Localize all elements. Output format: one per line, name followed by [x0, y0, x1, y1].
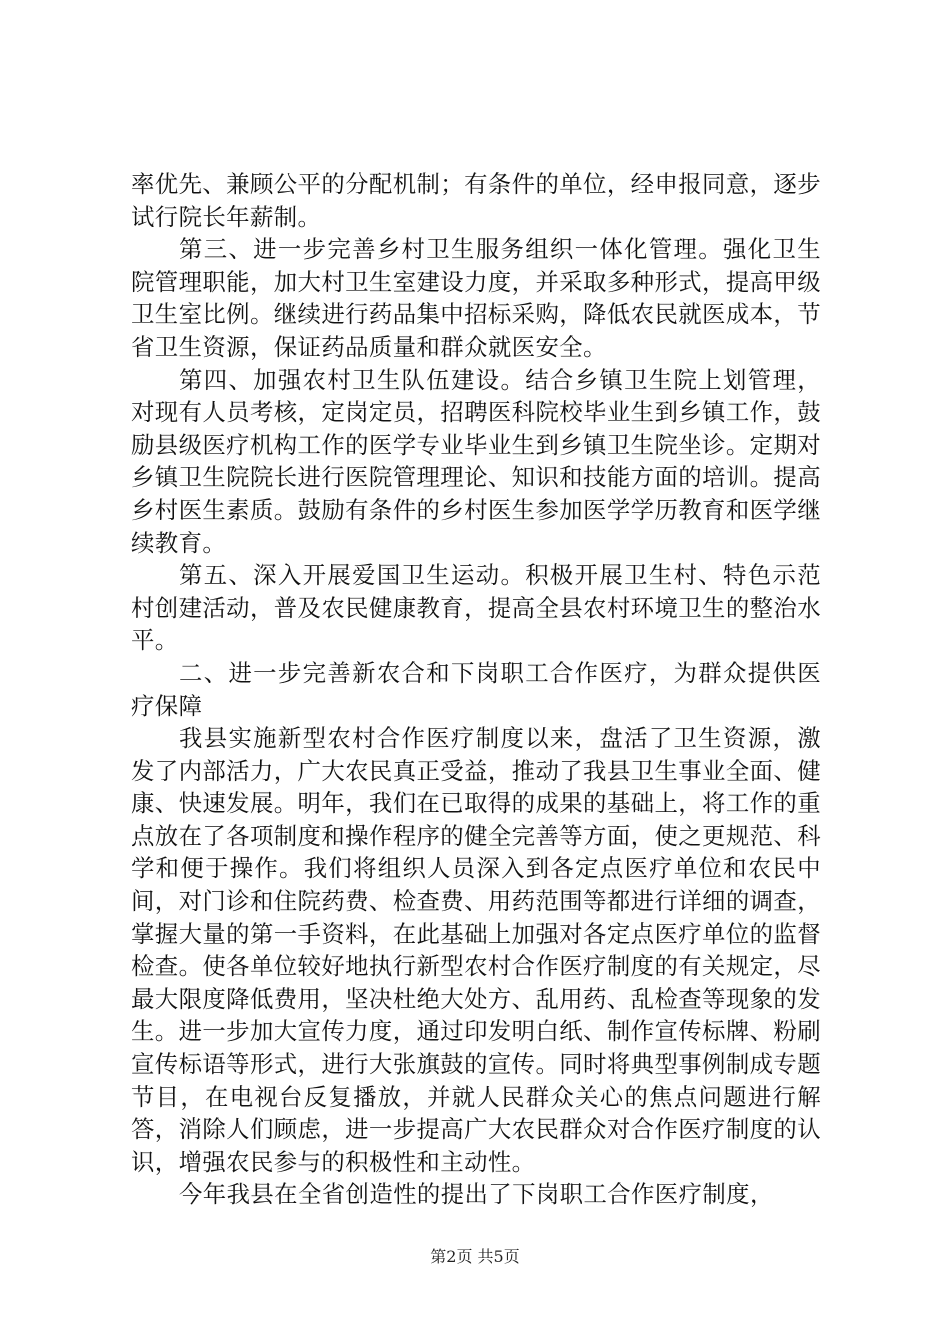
page-footer: 第2页 共5页 — [430, 1247, 520, 1266]
document-body — [131, 168, 821, 1211]
paragraph-4: 第五、深入开展爱国卫生运动。积极开展卫生村、特色示范村创建活动，普及农民健康教育，提高全县农村环境卫生的整治水平。 — [131, 561, 821, 655]
paragraph-6: 我县实施新型农村合作医疗制度以来，盘活了卫生资源，激发了内部活力，广大农民真正受益，推动了我县卫生事业全面、健康、快速发展。明年，我们在已取得的成果的基础上，将工作的重点放在了各项制度和操作程序的健全完善等方面，使之更规范、科学和便于操作。我们将组织人员深入到各定点医疗单位和农民中间，对门诊和住院药费、检查费、用药范围等都进行详细的调查，掌握大量的第一手资料，在此基础上加强对各定点医疗单位的监督检查。使各单位较好地执行新型农村合作医疗制度的有关规定，尽最大限度降低费用，坚决杜绝大处方、乱用药、乱检查等现象的发生。进一步加大宣传力度，通过印发明白纸、制作宣传标牌、粉刷宣传标语等形式，进行大张旗鼓的宣传。同时将典型事例制成专题节目，在电视台反复播放，并就人民群众关心的焦点问题进行解答，消除人们顾虑，进一步提高广大农民群众对合作医疗制度的认识，增强农民参与的积极性和主动性。 — [131, 724, 821, 1176]
paragraph-3: 第四、加强农村卫生队伍建设。结合乡镇卫生院上划管理，对现有人员考核，定岗定员，招聘医科院校毕业生到乡镇工作，鼓励县级医疗机构工作的医学专业毕业生到乡镇卫生院坐诊。定期对乡镇卫生院院长进行医院管理理论、知识和技能方面的培训。提高乡村医生素质。鼓励有条件的乡村医生参加医学学历教育和医学继续教育。 — [131, 365, 821, 557]
paragraph-7: 今年我县在全省创造性的提出了下岗职工合作医疗制度， — [179, 1180, 774, 1209]
section-heading: 二、进一步完善新农合和下岗职工合作医疗，为群众提供医疗保障 — [131, 658, 821, 720]
paragraph-1: 率优先、兼顾公平的分配机制；有条件的单位，经申报同意，逐步试行院长年薪制。 — [131, 170, 821, 231]
paragraph-2: 第三、进一步完善乡村卫生服务组织一体化管理。强化卫生院管理职能，加大村卫生室建设力度，并采取多种形式，提高甲级卫生室比例。继续进行药品集中招标采购，降低农民就医成本，节省卫生资源，保证药品质量和群众就医安全。 — [131, 235, 821, 361]
